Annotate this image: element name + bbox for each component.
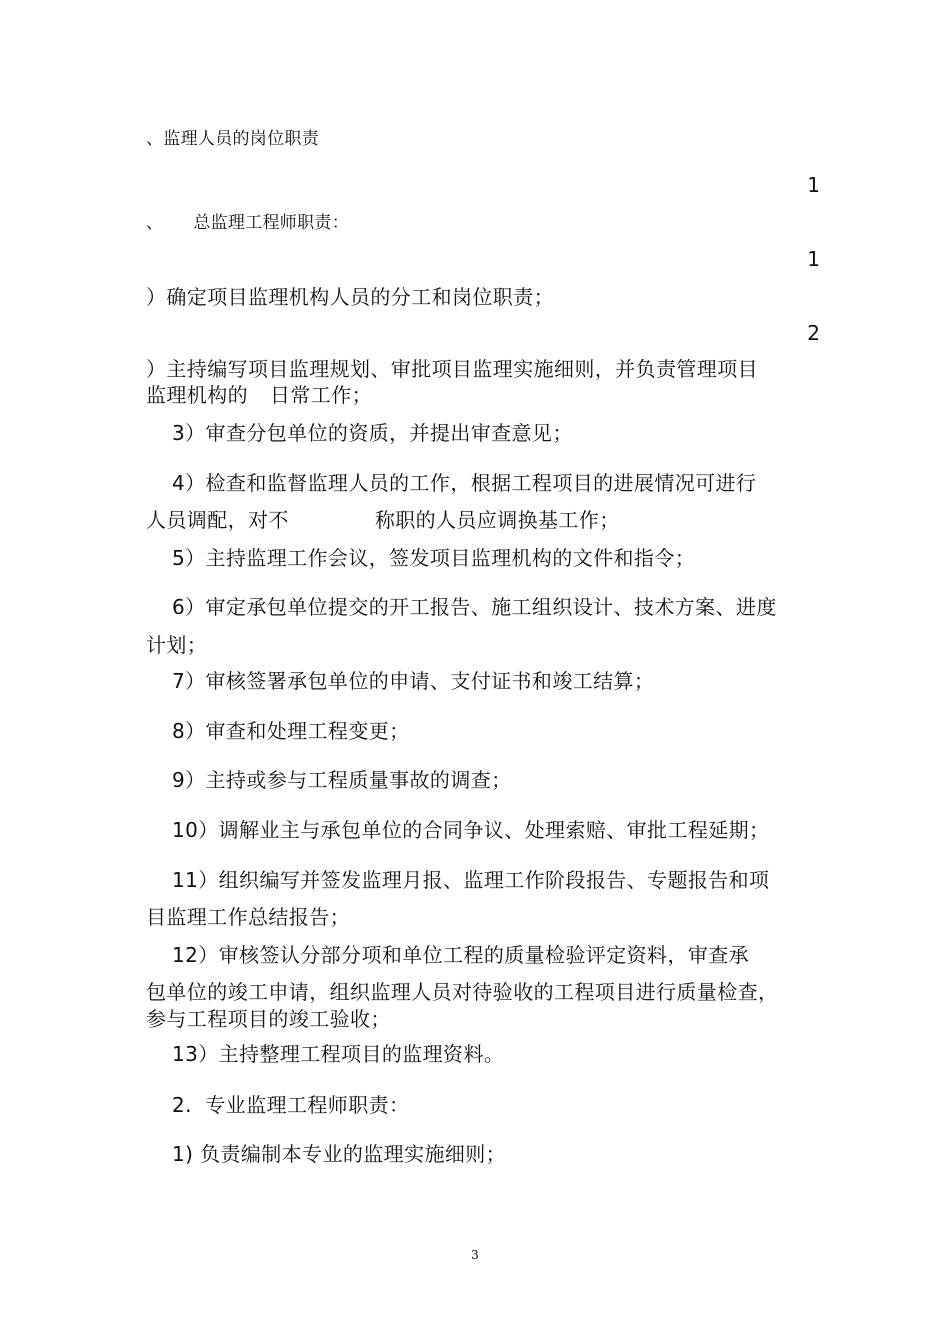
item4-line2-part2: 称职的人员应调换基工作； xyxy=(374,508,620,532)
item1-number: 1 xyxy=(807,247,820,271)
item2-number: 2 xyxy=(807,321,820,345)
item11-line1: 11）组织编写并签发监理月报、监理工作阶段报告、专题报告和项 xyxy=(172,868,770,892)
item11-line2: 目监理工作总结报告； xyxy=(146,905,350,929)
item5-text: 5）主持监理工作会议，签发项目监理机构的文件和指令； xyxy=(172,546,696,570)
item7-text: 7）审核签署承包单位的申请、支付证书和竣工结算； xyxy=(172,669,655,693)
item10-text: 10）调解业主与承包单位的合同争议、处理索赔、审批工程延期； xyxy=(172,818,770,842)
item8-text: 8）审查和处理工程变更； xyxy=(172,719,410,743)
item2-line2 xyxy=(146,382,372,408)
item12-line1: 12）审核签认分部分项和单位工程的质量检验评定资料，审查承 xyxy=(172,943,750,967)
section1-prefix: 、 xyxy=(146,213,164,233)
item1-text: ）确定项目监理机构人员的分工和岗位职责； xyxy=(146,285,554,309)
section1-title: 总监理工程师职责： xyxy=(193,213,350,233)
section1-number: 1 xyxy=(807,173,820,197)
item6-line1: 6）审定承包单位提交的开工报告、施工组织设计、技术方案、进度 xyxy=(172,595,777,619)
section2-item1-text: 1) 负责编制本专业的监理实施细则； xyxy=(172,1142,507,1166)
section2-heading: 2. 专业监理工程师职责： xyxy=(172,1093,410,1117)
item2-line2-part1: 监理机构的 xyxy=(146,383,248,407)
item12-line2: 包单位的竣工申请，组织监理人员对待验收的工程项目进行质量检查， xyxy=(146,980,779,1004)
item2-line2-part2: 日常工作； xyxy=(270,383,372,407)
item9-text: 9）主持或参与工程质量事故的调查； xyxy=(172,768,512,792)
item3-text: 3）审查分包单位的资质，并提出审查意见； xyxy=(172,421,573,445)
item12-line3: 参与工程项目的竣工验收； xyxy=(146,1007,391,1031)
section1-heading xyxy=(146,210,349,236)
page-number: 3 xyxy=(471,1248,479,1262)
heading-title: 监理人员的岗位职责 xyxy=(163,129,320,149)
item4-line2-part1: 人员调配，对不 xyxy=(146,508,289,532)
item4-line2 xyxy=(146,507,620,533)
item4-line1: 4）检查和监督监理人员的工作，根据工程项目的进展情况可进行 xyxy=(172,471,757,495)
heading-prefix: 、 xyxy=(146,129,164,149)
item6-line2: 计划； xyxy=(146,633,208,657)
section-heading xyxy=(146,126,319,152)
item13-text: 13）主持整理工程项目的监理资料。 xyxy=(172,1042,505,1066)
item2-line1: ）主持编写项目监理规划、审批项目监理实施细则，并负责管理项目 xyxy=(146,357,758,381)
